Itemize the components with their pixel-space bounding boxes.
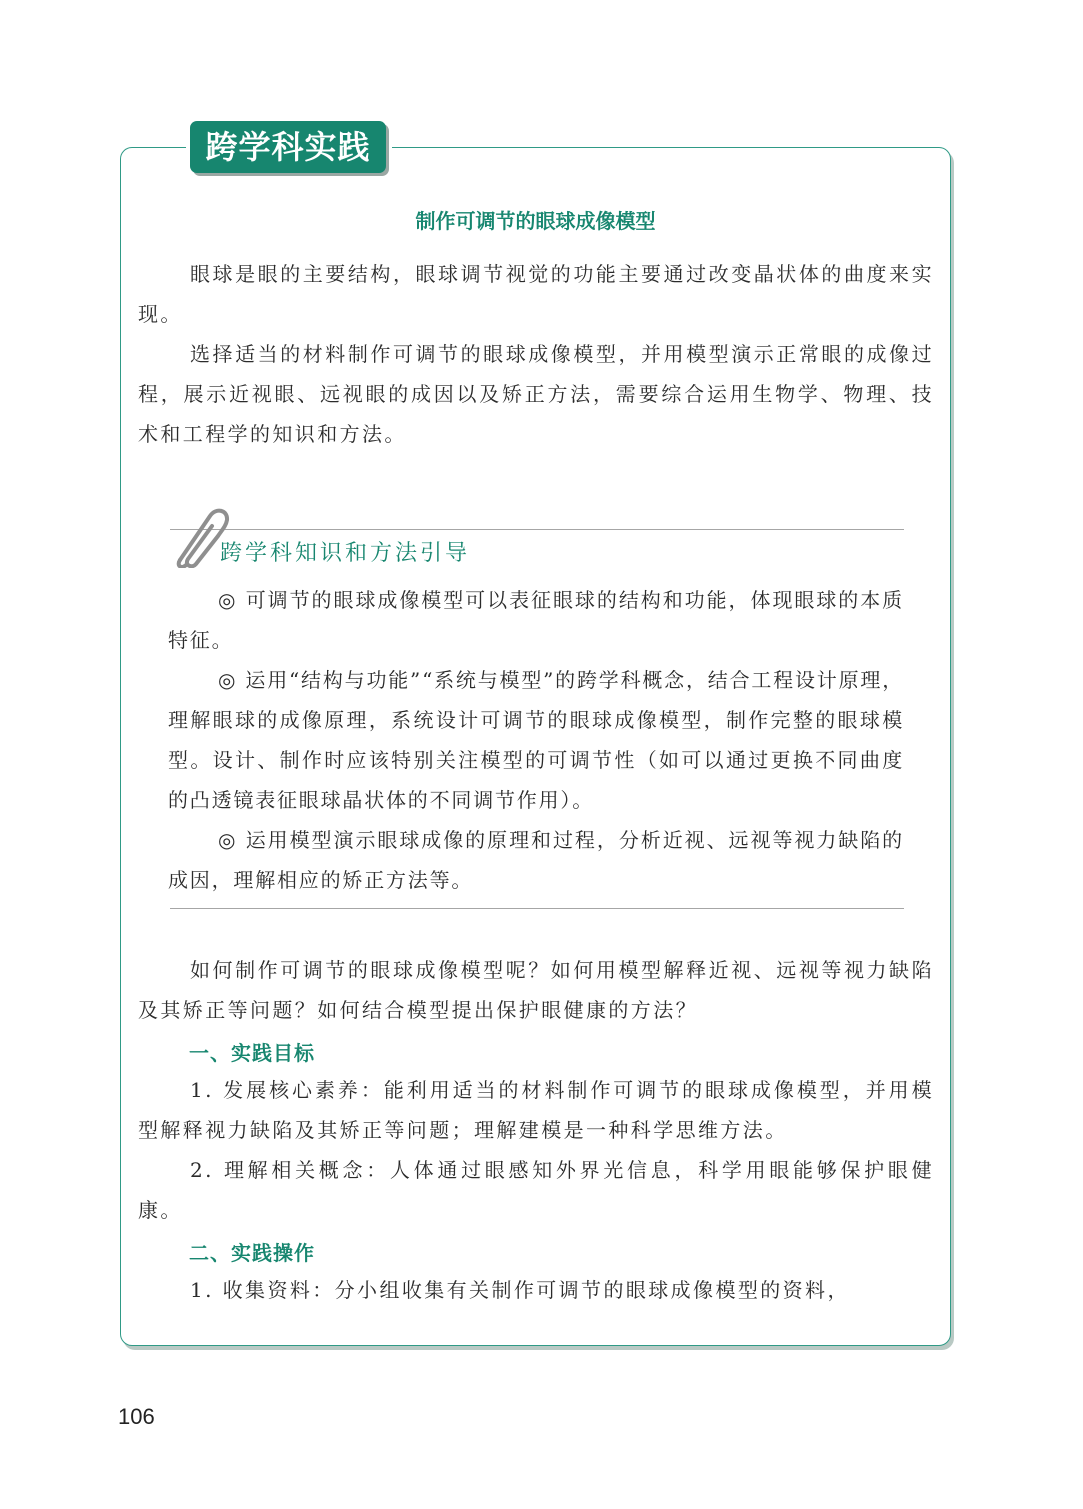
guide-item-2: ◎ 运用“结构与功能”“系统与模型”的跨学科概念，结合工程设计原理，理解眼球的成像原理，系统设计可调节的眼球成像模型，制作完整的眼球模型。设计、制作时应该特别关注模型的可调节性（如可以通过更换不同曲度的凸透镜表征眼球晶状体的不同调节作用）。 bbox=[168, 668, 904, 812]
operation-item-1: 1. 收集资料：分小组收集有关制作可调节的眼球成像模型的资料， bbox=[190, 1278, 850, 1302]
section-tab: 跨学科实践 bbox=[190, 121, 386, 173]
question-paragraph: 如何制作可调节的眼球成像模型呢？如何用模型解释近视、远视等视力缺陷及其矫正等问题？如何结合模型提出保护眼健康的方法？ bbox=[138, 958, 934, 1022]
section-tab-wrap bbox=[186, 118, 392, 176]
guide-item-1: ◎ 可调节的眼球成像模型可以表征眼球的结构和功能，体现眼球的本质特征。 bbox=[168, 588, 904, 652]
goal-item-2: 2. 理解相关概念：人体通过眼感知外界光信息，科学用眼能够保护眼健康。 bbox=[138, 1158, 934, 1222]
section-heading-goals: 一、实践目标 bbox=[189, 1041, 315, 1065]
intro-paragraph-1: 眼球是眼的主要结构，眼球调节视觉的功能主要通过改变晶状体的曲度来实现。 bbox=[138, 262, 934, 326]
guide-item-3: ◎ 运用模型演示眼球成像的原理和过程，分析近视、远视等视力缺陷的成因，理解相应的矫正方法等。 bbox=[168, 828, 904, 892]
guide-title: 跨学科知识和方法引导 bbox=[220, 541, 471, 566]
goal-item-1: 1. 发展核心素养：能利用适当的材料制作可调节的眼球成像模型，并用模型解释视力缺陷及其矫正等问题；理解建模是一种科学思维方法。 bbox=[138, 1078, 934, 1142]
guide-bottom-rule bbox=[170, 908, 904, 909]
intro-paragraph-2: 选择适当的材料制作可调节的眼球成像模型，并用模型演示正常眼的成像过程，展示近视眼、远视眼的成因以及矫正方法，需要综合运用生物学、物理、技术和工程学的知识和方法。 bbox=[138, 342, 934, 446]
page-number: 106 bbox=[118, 1404, 155, 1429]
section-heading-operations: 二、实践操作 bbox=[189, 1241, 315, 1265]
page-title: 制作可调节的眼球成像模型 bbox=[415, 209, 656, 233]
guide-top-rule bbox=[170, 529, 904, 530]
